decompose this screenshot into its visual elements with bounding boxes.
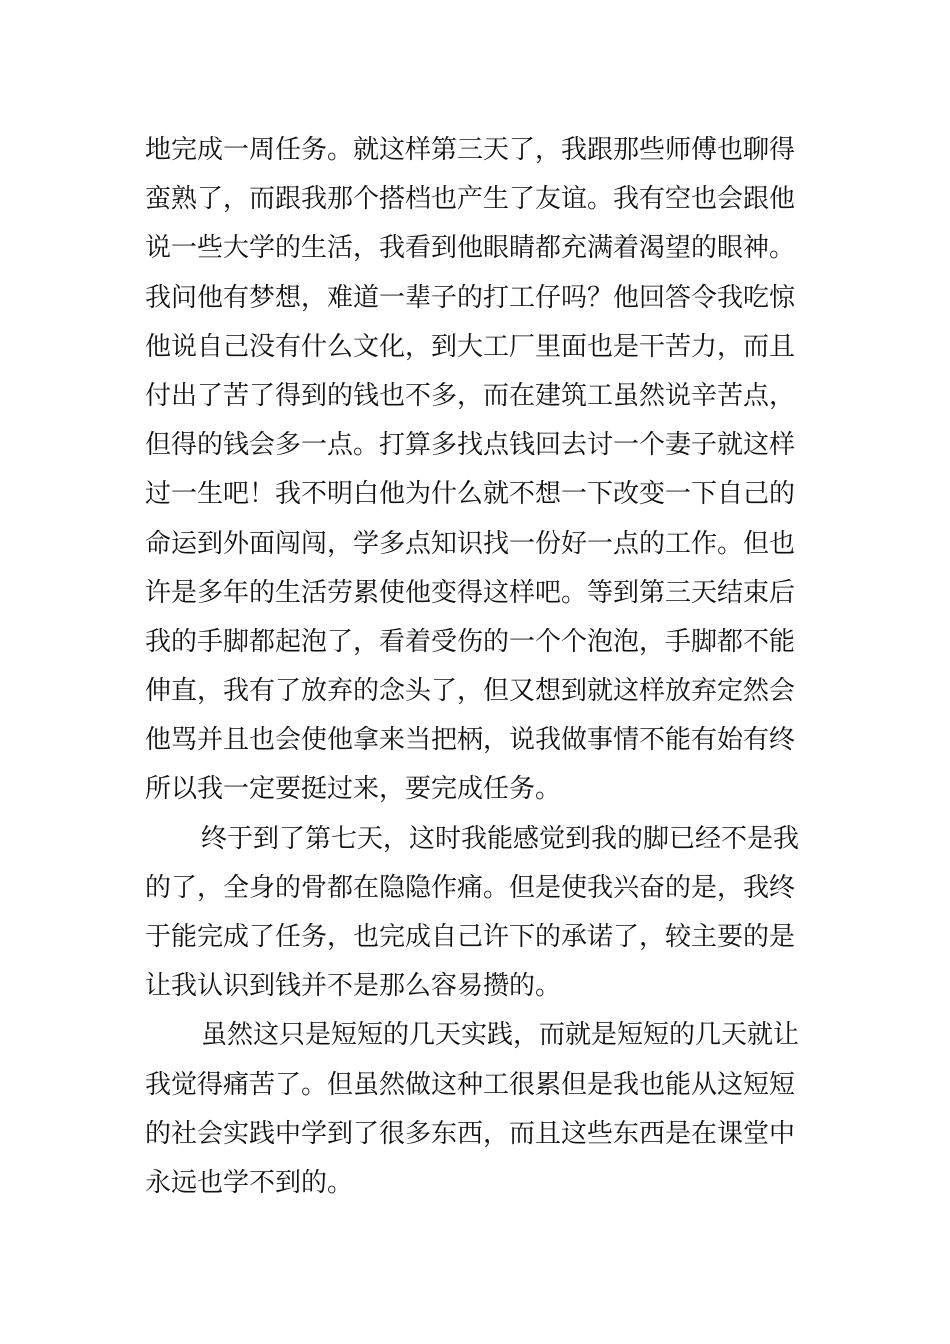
paragraph-1 <box>145 126 815 815</box>
text-line: 地完成一周任务。就这样第三天了，我跟那些师傅也聊得 <box>145 135 796 165</box>
text-line: 我的手脚都起泡了，看着受伤的一个个泡泡，手脚都不能 <box>145 626 796 657</box>
text-line: 虽然这只是短短的几天实践，而就是短短的几天就让 <box>201 1020 800 1051</box>
text-line: 过一生吧！我不明白他为什么就不想一下改变一下自己的 <box>145 479 796 510</box>
text-line: 许是多年的生活劳累使他变得这样吧。等到第三天结束后 <box>145 577 796 608</box>
text-line: 他骂并且也会使他拿来当把柄，说我做事情不能有始有终 <box>145 725 796 756</box>
text-line: 我觉得痛苦了。但虽然做这种工很累但是我也能从这短短 <box>145 1069 796 1100</box>
text-line: 永远也学不到的。 <box>145 1167 354 1198</box>
text-line: 伸直，我有了放弃的念头了，但又想到就这样放弃定然会 <box>145 676 796 707</box>
text-line: 所以我一定要挺过来，要完成任务。 <box>145 774 562 805</box>
text-line: 我问他有梦想，难道一辈子的打工仔吗？他回答令我吃惊 <box>145 282 796 313</box>
text-line: 于能完成了任务，也完成自己许下的承诺了，较主要的是 <box>145 922 796 952</box>
text-line: 的了，全身的骨都在隐隐作痛。但是使我兴奋的是，我终 <box>145 872 796 903</box>
text-line: 的社会实践中学到了很多东西，而且这些东西是在课堂中 <box>145 1118 796 1149</box>
text-line: 他说自己没有什么文化，到大工厂里面也是干苦力，而且 <box>145 331 796 362</box>
paragraph-2 <box>145 815 815 1012</box>
text-line: 蛮熟了，而跟我那个搭档也产生了友谊。我有空也会跟他 <box>145 184 796 215</box>
paragraph-3 <box>145 1011 815 1208</box>
text-line: 但得的钱会多一点。打算多找点钱回去讨一个妻子就这样 <box>145 430 796 461</box>
text-line: 命运到外面闯闯，学多点知识找一份好一点的工作。但也 <box>145 528 796 559</box>
text-line: 说一些大学的生活，我看到他眼睛都充满着渴望的眼神。 <box>145 233 796 264</box>
text-line: 让我认识到钱并不是那么容易攒的。 <box>145 971 562 1002</box>
document-body <box>145 126 815 1208</box>
text-line: 付出了苦了得到的钱也不多，而在建筑工虽然说辛苦点， <box>145 380 796 411</box>
text-line: 终于到了第七天，这时我能感觉到我的脚已经不是我 <box>201 823 800 854</box>
